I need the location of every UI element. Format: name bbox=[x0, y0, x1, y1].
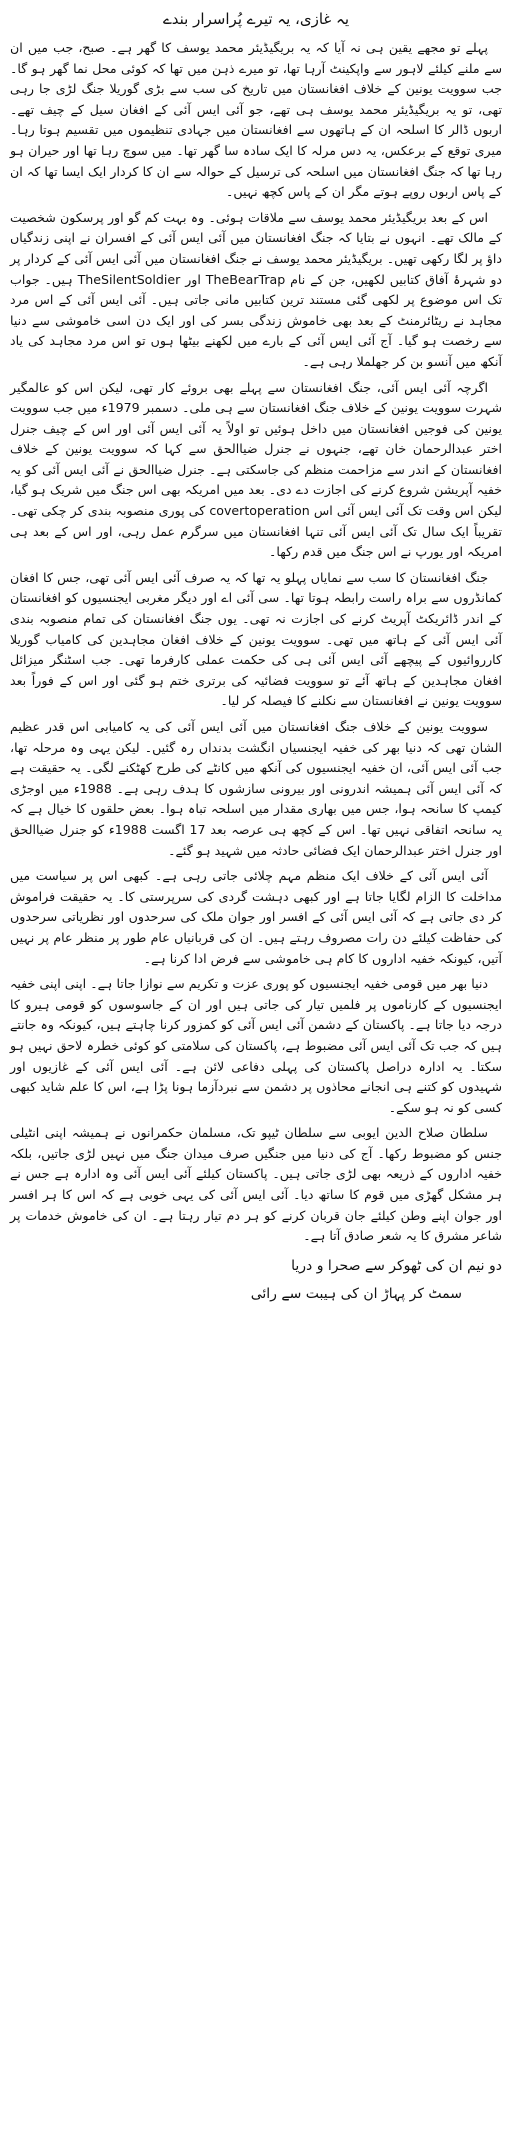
article-paragraph: جنگ افغانستان کا سب سے نمایاں پہلو یہ تھا کہ یہ صرف آئی ایس آئی تھی، جس کا افغان کمانڈروں سے براہ راست رابطہ ہوتا تھا۔ سی آئی اے اور دیگر مغربی ایجنسیوں کو افغانستان کے اندر ڈائریکٹ آپریٹ کرنے کی اجازت نہ تھی۔ یوں جنگ افغانستان کی تمام منصوبہ بندی آئی ایس آئی کے ہاتھ میں تھی۔ سوویت یونین کے خلاف افغان مجاہدین کی کامیاب گوریلا کارروائیوں کے پیچھے آئی ایس آئی ہی کی حکمت عملی کارفرما تھی۔ جب اسٹنگر میزائل افغان مجاہدین کے ہاتھ آئے تو سوویت فضائیہ کی برتری ختم ہو گئی اور اس کے فوراً بعد سوویت یونین نے افغانستان سے نکلنے کا فیصلہ کر لیا۔ bbox=[10, 569, 502, 709]
article-title: یہ غازی، یہ تیرے پُراسرار بندے bbox=[162, 10, 349, 28]
article-paragraph: اگرچہ آئی ایس آئی، جنگ افغانستان سے پہلے بھی بروئے کار تھی، لیکن اس کو عالمگیر شہرت سوویت یونین کے خلاف جنگ افغانستان سے ہی ملی۔ دسمبر 1979ء میں جب سوویت یونین کی فوجیں افغانستان میں داخل ہوئیں تو اولاً یہ آئی ایس آئی اور اس کے چیف جنرل اختر عبدالرحمان خان تھے، جنہوں نے جنرل ضیاالحق سے کہا کہ سوویت یونین کے خلاف افغانستان کے اندر سے مزاحمت منظم کی جاسکتی ہے۔ جنرل ضیاالحق نے آئی ایس آئی کو یہ خفیہ آپریشن شروع کرنے کی اجازت دے دی۔ بعد میں امریکہ بھی اس جنگ میں شریک ہو گیا، لیکن اس وقت تک آئی ایس آئی اس covertoperation کی پوری منصوبہ بندی کر چکی تھی۔ تقریباً ایک سال تک آئی ایس آئی تنہا افغانستان میں سرگرم عمل رہی، اور اس کے بعد ہی امریکہ اور یورپ نے اس جنگ میں قدم رکھا۔ bbox=[10, 379, 502, 560]
article-paragraph: پہلے تو مجھے یقین ہی نہ آیا کہ یہ بریگیڈیئر محمد یوسف کا گھر ہے۔ صبح، جب میں ان سے ملنے کیلئے لاہور سے واپکینٹ آرہا تھا، تو میرے ذہن میں تھا کہ کوئی محل نما گھر ہو گا۔ جب سوویت یونین کے خلاف افغانستان میں تاریخ کی سب سے بڑی گوریلا جنگ لڑی جا رہی تھی، تو یہ بریگیڈیئر محمد یوسف ہی تھے، جو آئی ایس آئی کے افغان سیل کے چیف تھے۔ اربوں ڈالر کا اسلحہ ان کے ہاتھوں سے افغانستان میں جہادی تنظیموں میں تقسیم ہوتا رہا۔ میری توقع کے برعکس، یہ دس مرلہ کا ایک سادہ سا گھر تھا۔ میں سوچ رہا تھا اور حیران ہو رہا تھا کہ جنگ افغانستان میں اسلحہ کی ترسیل کے حوالہ سے ان کا کردار ایک ایسا تھا کہ ان کے پاس اربوں روپے ہوتے مگر ان کے پاس کچھ نہیں۔ bbox=[10, 40, 502, 200]
closing-verse bbox=[10, 1252, 502, 1308]
article-paragraph: دنیا بھر میں قومی خفیہ ایجنسیوں کو پوری عزت و تکریم سے نوازا جاتا ہے۔ اپنی اپنی خفیہ ایجنسیوں کے کارناموں پر فلمیں تیار کی جاتی ہیں اور ان کے جاسوسوں کو قومی ہیرو کا درجہ دیا جاتا ہے۔ پاکستان کے دشمن آئی ایس آئی کو کمزور کرنا چاہتے ہیں، کیونکہ وہ جانتے ہیں کہ جب تک آئی ایس آئی مضبوط ہے، پاکستان کی سلامتی کو کوئی خطرہ لاحق نہیں ہو سکتا۔ یہ ادارہ دراصل پاکستان کی پہلی دفاعی لائن ہے۔ آئی ایس آئی کے غازیوں اور شہیدوں کو کتنے ہی انجانے محاذوں پر دشمن سے نبردآزما ہونا پڑا ہے، اس کا علم شاید کبھی کسی کو نہ ہو سکے۔ bbox=[10, 976, 502, 1115]
article-paragraph: اس کے بعد بریگیڈیئر محمد یوسف سے ملاقات ہوئی۔ وہ بہت کم گو اور پرسکون شخصیت کے مالک تھے۔ انہوں نے بتایا کہ جنگ افغانستان میں آئی ایس آئی کے افسران نے اپنی زندگیاں داؤ پر لگا رکھی تھیں۔ بریگیڈیئر محمد یوسف نے جنگ افغانستان میں آئی ایس آئی کے کردار پر دو شہرۂ آفاق کتابیں لکھیں، جن کے نام TheBearTrap اور TheSilentSoldier ہیں۔ جواب تک اس موضوع پر لکھی گئی مستند ترین کتابیں مانی جاتی ہیں۔ آئی ایس آئی کے اس مرد مجاہد نے ریٹائرمنٹ کے بعد بھی خاموش زندگی بسر کی اور ایک دن اسی خاموشی سے دنیا سے رخصت ہو گیا۔ آج آئی ایس آئی کے بارے میں لکھنے بیٹھا ہوں تو اس مرد مجاہد کی یاد آنکھ میں آنسو بن کر جھلملا رہی ہے۔ bbox=[10, 209, 503, 369]
article-paragraph: سلطان صلاح الدین ایوبی سے سلطان ٹیپو تک، مسلمان حکمرانوں نے ہمیشہ اپنی انٹیلی جنس کو مضبوط رکھا۔ آج کی دنیا میں جنگیں صرف میدان جنگ میں نہیں لڑی جاتیں، بلکہ خفیہ اداروں کے ذریعہ بھی لڑی جاتی ہیں۔ پاکستان کیلئے آئی ایس آئی وہ ادارہ ہے جس نے ہر مشکل گھڑی میں قوم کا ساتھ دیا۔ آئی ایس آئی کی یہی خوبی ہے کہ اس کا ہر افسر اور جوان اپنے وطن کیلئے جان قربان کرنے کو ہر دم تیار رہتا ہے۔ ان کی خاموش خدمات پر شاعر مشرق کا یہ شعر صادق آتا ہے۔ bbox=[10, 1125, 502, 1244]
closing-verse-line-2: سمٹ کر پہاڑ ان کی ہیبت سے رائی bbox=[250, 1285, 462, 1302]
article-paragraph: آئی ایس آئی کے خلاف ایک منظم مہم چلائی جاتی رہی ہے۔ کبھی اس پر سیاست میں مداخلت کا الزام لگایا جاتا ہے اور کبھی دہشت گردی کی سرپرستی کا۔ یہ حقیقت فراموش کر دی جاتی ہے کہ آئی ایس آئی کے افسر اور جوان ملک کی سرحدوں اور نظریاتی سرحدوں کی حفاظت کیلئے دن رات مصروف رہتے ہیں۔ ان کی قربانیاں عام طور پر منظر عام پر نہیں آتیں، کیونکہ خفیہ اداروں کا کام ہی خاموشی سے فرض ادا کرنا ہے۔ bbox=[10, 868, 502, 966]
closing-verse-line-1: دو نیم ان کی ٹھوکر سے صحرا و دریا bbox=[291, 1257, 502, 1274]
article-paragraph: سوویت یونین کے خلاف جنگ افغانستان میں آئی ایس آئی کی یہ کامیابی اس قدر عظیم الشان تھی کہ دنیا بھر کی خفیہ ایجنسیاں انگشت بدنداں رہ گئیں۔ لیکن یہی وہ مرحلہ تھا، جب آئی ایس آئی، ان خفیہ ایجنسیوں کی آنکھ میں کانٹے کی طرح کھٹکنے لگی۔ یہ حقیقت ہے کہ آئی ایس آئی ہمیشہ اندرونی اور بیرونی سازشوں کا ہدف رہی ہے۔ 1988ء میں اوجڑی کیمپ کا سانحہ ہوا، جس میں بھاری مقدار میں اسلحہ تباہ ہوا۔ بعض حلقوں کا خیال ہے کہ یہ سانحہ اتفاقی نہیں تھا۔ اس کے کچھ ہی عرصہ بعد 17 اگست 1988ء کو جنرل ضیاالحق اور جنرل اختر عبدالرحمان ایک فضائی حادثہ میں شہید ہو گئے۔ bbox=[10, 719, 503, 858]
